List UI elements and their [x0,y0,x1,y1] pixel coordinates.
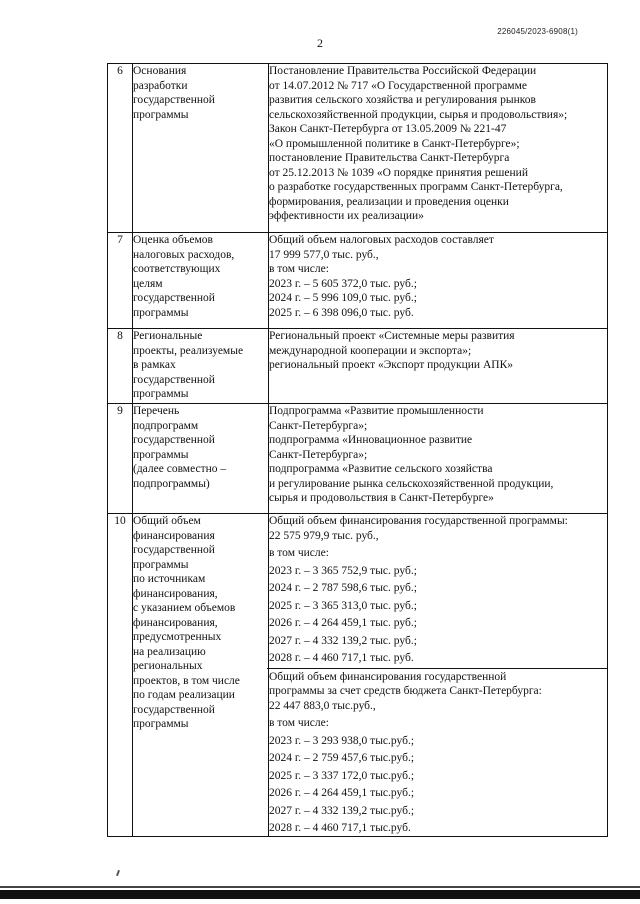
content-line: эффективности их реализации» [269,210,424,222]
row-label [133,329,269,404]
row-content [269,64,608,233]
row-content [269,514,608,837]
document-registration-number: 226045/2023-6908(1) [497,27,578,36]
content-line: 2028 г. – 4 460 717,1 тыс. руб. [269,652,414,664]
content-line: 2026 г. – 4 264 459,1 тыс.руб.; [269,787,415,799]
label-line: подпрограмм [133,419,199,432]
content-line: 2024 г. – 2 787 598,6 тыс. руб.; [269,582,417,594]
label-line: проектов, в том числе [133,674,240,687]
label-line: подпрограммы) [133,477,210,490]
label-line: налоговых расходов, [133,248,235,261]
label-line: Основания [133,65,187,77]
content-line: 2025 г. – 3 337 172,0 тыс.руб.; [269,769,415,782]
label-line: разработки [133,79,188,92]
table-row [108,329,608,404]
row-number: 10 [108,514,133,837]
content-line: постановление Правительства Санкт-Петербурга [269,152,510,164]
label-line: целям [133,277,163,290]
content-line: 2025 г. – 3 365 313,0 тыс. руб.; [269,599,417,612]
label-line: государственной [133,434,215,446]
content-line: сырья и продовольствия в Санкт-Петербурге» [269,492,494,504]
label-line: финансирования, [133,616,218,629]
row-content [269,404,608,514]
content-line: 2024 г. – 5 996 109,0 тыс. руб.; [269,292,417,304]
financing-budget-block [267,668,607,836]
content-line: 22 575 979,9 тыс. руб., [269,529,379,542]
content-line: Общий объем финансирования государственной [269,670,507,683]
label-line: государственной [133,703,215,716]
content-line: Закон Санкт-Петербурга от 13.05.2009 № 221-47 [269,123,507,135]
content-line: программы за счет средств бюджета Санкт-Петербурга: [269,685,542,697]
content-line: в том числе: [269,547,329,559]
content-line: «О промышленной политике в Санкт-Петербурге»; [269,137,520,150]
label-line: Перечень [133,405,180,417]
label-line: Оценка объемов [133,234,213,246]
label-line: предусмотренных [133,631,222,643]
content-line: в том числе: [269,717,329,729]
scan-bottom-edge [0,890,640,899]
row-label [133,404,269,514]
row-label [133,233,269,329]
content-line: развития сельского хозяйства и регулирования рынков [269,94,536,106]
content-line: подпрограмма «Развитие сельского хозяйства [269,463,493,475]
content-line: Санкт-Петербурга»; [269,419,368,432]
label-line: государственной [133,373,215,386]
label-line: региональных [133,660,203,672]
content-line: Постановление Правительства Российской Федерации [269,65,537,77]
content-line: Общий объем финансирования государственной программы: [269,515,568,527]
page-number: 2 [317,36,323,50]
content-line: 2024 г. – 2 759 457,6 тыс.руб.; [269,752,415,764]
label-line: по годам реализации [133,689,235,701]
row-number: 8 [108,329,133,404]
label-line: по источникам [133,573,206,585]
content-line: 2027 г. – 4 332 139,2 тыс.руб.; [269,804,415,817]
row-label [133,514,269,837]
content-line: от 14.07.2012 № 717 «О Государственной программе [269,79,527,92]
table-row [108,404,608,514]
label-line: программы [133,558,189,571]
label-line: Региональные [133,330,203,342]
table-row [108,64,608,233]
content-line: от 25.12.2013 № 1039 «О порядке принятия решений [269,166,528,179]
label-line: программы [133,108,189,121]
content-line: 2026 г. – 4 264 459,1 тыс. руб.; [269,617,417,629]
scan-edge-line [0,886,640,888]
content-line: 2023 г. – 5 605 372,0 тыс. руб.; [269,277,417,290]
label-line: проекты, реализуемые [133,344,244,357]
content-line: в том числе: [269,263,329,275]
content-line: 17 999 577,0 тыс. руб., [269,248,379,261]
content-line: подпрограмма «Инновационное развитие [269,434,473,446]
label-line: программы [133,388,189,400]
scan-mark [116,870,120,876]
label-line: государственной [133,292,215,304]
content-line: и регулирование рынка сельскохозяйственной продукции, [269,477,554,490]
table-row [108,514,608,837]
label-line: (далее совместно – [133,463,227,475]
label-line: с указанием объемов [133,602,236,614]
content-line: формирования, реализации и проведения оценки [269,195,509,208]
content-line: Подпрограмма «Развитие промышленности [269,405,484,417]
content-line: Общий объем налоговых расходов составляет [269,234,494,246]
label-line: государственной [133,544,215,556]
label-line: финансирования [133,529,215,542]
content-line: 2025 г. – 6 398 096,0 тыс. руб. [269,306,414,319]
content-line: Региональный проект «Системные меры развития [269,330,515,342]
table-row [108,233,608,329]
label-line: в рамках [133,359,176,371]
label-line: финансирования, [133,587,218,600]
row-number: 6 [108,64,133,233]
row-number: 9 [108,404,133,514]
row-content [269,233,608,329]
label-line: программы [133,448,189,461]
row-number: 7 [108,233,133,329]
program-passport-table [107,63,608,837]
row-content [269,329,608,404]
content-line: 2028 г. – 4 460 717,1 тыс.руб. [269,822,411,834]
label-line: программы [133,718,189,730]
content-line: региональный проект «Экспорт продукции АПК» [269,359,513,371]
label-line: государственной [133,94,215,106]
content-line: о разработке государственных программ Санкт-Петербурга, [269,181,563,193]
financing-total-block [269,514,607,666]
label-line: программы [133,306,189,319]
label-line: на реализацию [133,645,206,658]
content-line: международной кооперации и экспорта»; [269,344,472,357]
content-line: 2023 г. – 3 293 938,0 тыс.руб.; [269,734,415,747]
label-line: соответствующих [133,263,221,275]
content-line: 2023 г. – 3 365 752,9 тыс. руб.; [269,564,417,577]
row-label [133,64,269,233]
content-line: 2027 г. – 4 332 139,2 тыс. руб.; [269,634,417,647]
content-line: 22 447 883,0 тыс.руб., [269,699,376,712]
content-line: Санкт-Петербурга»; [269,448,368,461]
content-line: сельскохозяйственной продукции, сырья и продовольствия»; [269,108,568,121]
label-line: Общий объем [133,515,201,527]
